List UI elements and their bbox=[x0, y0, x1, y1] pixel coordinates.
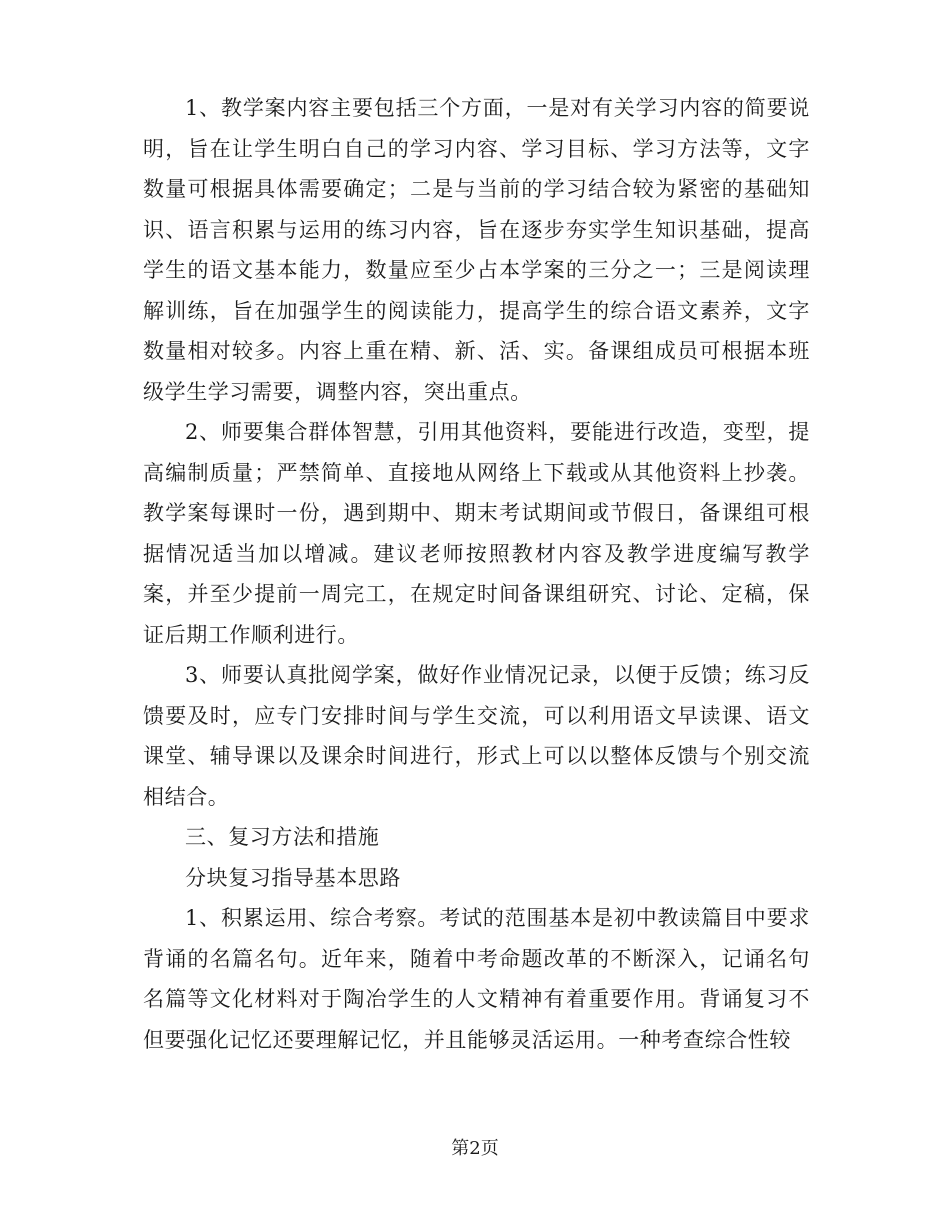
paragraph-2: 2、师要集合群体智慧，引用其他资料，要能进行改造，变型，提高编制质量；严禁简单、直接地从网络上下载或从其他资料上抄袭。教学案每课时一份，遇到期中、期末考试期间或节假日，备课组可根据情况适当加以增减。建议老师按照教材内容及教学进度编写教学案，并至少提前一周完工，在规定时间备课组研究、讨论、定稿，保证后期工作顺利进行。 bbox=[143, 420, 810, 647]
section-heading: 三、复习方法和措施 bbox=[185, 825, 380, 849]
paragraph-1: 1、教学案内容主要包括三个方面，一是对有关学习内容的简要说明，旨在让学生明白自己的学习内容、学习目标、学习方法等，文字数量可根据具体需要确定；二是与当前的学习结合较为紧密的基础知识、语言积累与运用的练习内容，旨在逐步夯实学生知识基础，提高学生的语文基本能力，数量应至少占本学案的三分之一；三是阅读理解训练，旨在加强学生的阅读能力，提高学生的综合语文素养，文字数量相对较多。内容上重在精、新、活、实。备课组成员可根据本班级学生学习需要，调整内容，突出重点。 bbox=[143, 96, 810, 404]
document-body bbox=[143, 88, 810, 1060]
paragraph-3: 3、师要认真批阅学案，做好作业情况记录，以便于反馈；练习反馈要及时，应专门安排时间与学生交流，可以利用语文早读课、语文课堂、辅导课以及课余时间进行，形式上可以以整体反馈与个别交流相结合。 bbox=[143, 663, 810, 809]
paragraph-4: 1、积累运用、综合考察。考试的范围基本是初中教读篇目中要求背诵的名篇名句。近年来，随着中考命题改革的不断深入，记诵名句名篇等文化材料对于陶冶学生的人文精神有着重要作用。背诵复习不但要强化记忆还要理解记忆，并且能够灵活运用。一种考查综合性较 bbox=[143, 906, 810, 1052]
page-number: 第2页 bbox=[451, 1138, 499, 1159]
subsection-heading: 分块复习指导基本思路 bbox=[185, 865, 401, 890]
